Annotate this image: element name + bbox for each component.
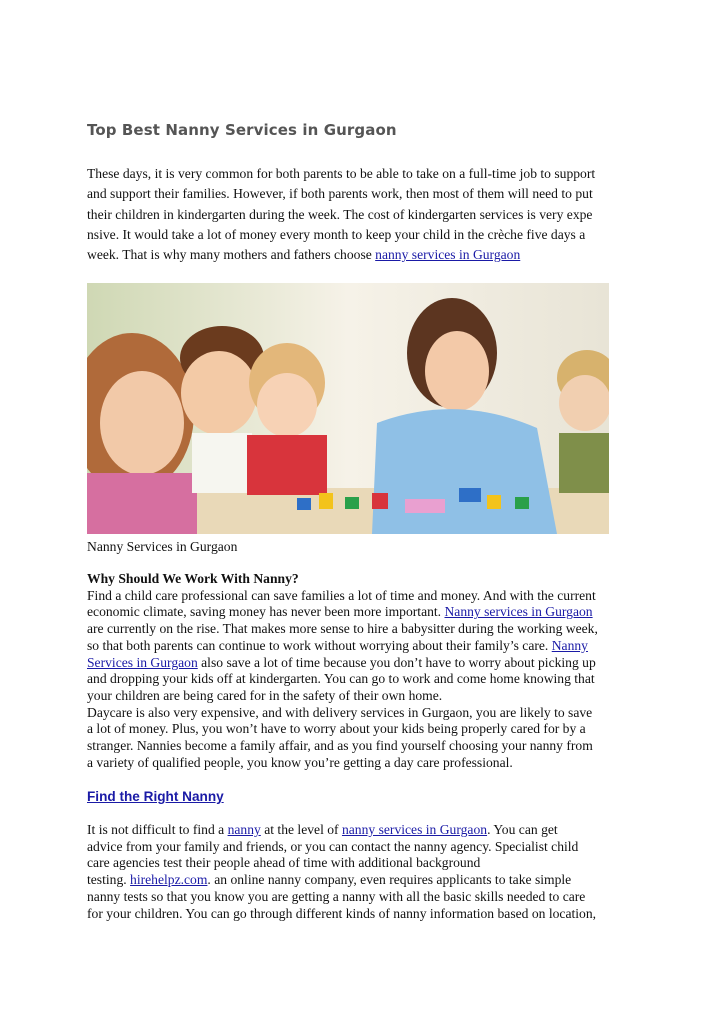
nanny-services-link[interactable]: nanny services in Gurgaon (341, 822, 488, 837)
paragraph-line: are currently on the rise. That makes more sense to hire a babysitter during the working week, (87, 621, 598, 637)
nanny-link[interactable]: nanny (227, 822, 261, 837)
image-caption: Nanny Services in Gurgaon (87, 539, 238, 554)
paragraph-text: . an online nanny company, even requires applicants to take simple (207, 872, 572, 888)
nanny-services-link[interactable]: nanny services in Gurgaon (375, 247, 521, 263)
intro-text: week. That is why many mothers and fathers choose (87, 247, 376, 263)
paragraph-line: care agencies test their people ahead of time with additional background (87, 855, 481, 871)
paragraph-line: for your children. You can go through different kinds of nanny information based on location, (87, 905, 597, 921)
intro-line: These days, it is very common for both parents to be able to take on a full-time job to support (87, 166, 596, 181)
paragraph-text: so that both parents can continue to work without worrying about their family’s care. (87, 637, 552, 653)
intro-line: and support their families. However, if both parents work, then most of them will need to put (87, 186, 593, 202)
paragraph-line: stranger. Nannies become a family affair, and as you find yourself choosing your nanny from (87, 738, 593, 754)
paragraph-line (87, 638, 643, 655)
paragraph-line (87, 822, 643, 839)
hirehelpz-link[interactable]: hirehelpz.com (130, 872, 208, 888)
page-title: Top Best Nanny Services in Gurgaon (87, 121, 397, 139)
section-why-nanny (87, 571, 643, 771)
nanny-services-link[interactable]: Nanny services in Gurgaon (444, 604, 593, 620)
intro-line: nsive. It would take a lot of money every month to keep your child in the crèche five days a (87, 226, 586, 242)
paragraph-line: advice from your family and friends, or you can contact the nanny agency. Specialist child (87, 838, 579, 854)
paragraph-line (87, 655, 643, 672)
paragraph-line: a variety of qualified people, you know you’re getting a day care professional. (87, 754, 513, 770)
nanny-services-link[interactable]: Services in Gurgaon (87, 654, 198, 670)
paragraph-text: It is not difficult to find a (87, 822, 228, 837)
photo-illustration (87, 283, 609, 534)
paragraph-line (87, 872, 643, 889)
intro-paragraph (87, 164, 635, 265)
paragraph-line: your children are being cared for in the safety of their own home. (87, 687, 443, 703)
paragraph-text: also save a lot of time because you don’t have to worry about picking up (197, 654, 596, 670)
intro-line (87, 245, 635, 265)
paragraph-line: and dropping your kids off at kindergarten. You can go to work and come home knowing that (87, 671, 595, 687)
paragraph-text: at the level of (260, 822, 342, 837)
intro-line: their children in kindergarten during the week. The cost of kindergarten services is very expe (87, 206, 593, 222)
section-heading: Why Should We Work With Nanny? (87, 571, 299, 586)
section-find-nanny (87, 822, 643, 922)
paragraph-line (87, 604, 643, 621)
find-right-nanny-link[interactable]: Find the Right Nanny (87, 789, 224, 804)
paragraph-line: Daycare is also very expensive, and with delivery services in Gurgaon, you are likely to save (87, 704, 593, 720)
paragraph-line: a lot of money. Plus, you won’t have to worry about your kids being properly cared for by a (87, 721, 586, 737)
paragraph-line: Find a child care professional can save families a lot of time and money. And with the current (87, 587, 596, 603)
paragraph-text: economic climate, saving money has never been more important. (87, 604, 445, 620)
paragraph-text: . You can get (487, 822, 558, 837)
nanny-services-link[interactable]: Nanny (551, 637, 588, 653)
nanny-children-photo (87, 283, 609, 534)
paragraph-text: testing. (87, 872, 131, 888)
paragraph-line: nanny tests so that you know you are getting a nanny with all the basic skills needed to care (87, 888, 586, 904)
